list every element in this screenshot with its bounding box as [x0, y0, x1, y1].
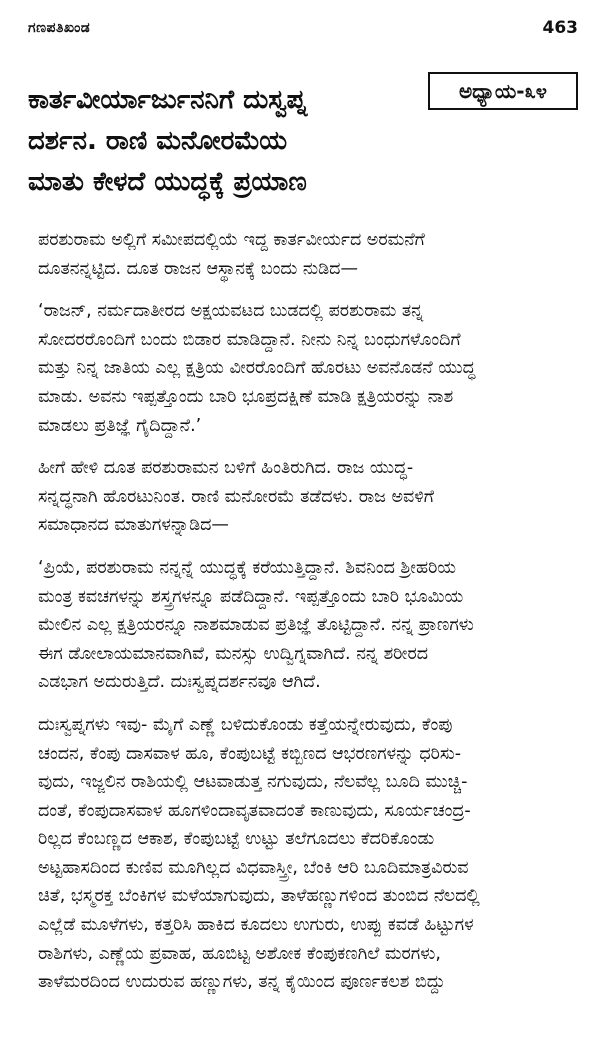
text-line: ಮೇಲಿನ ಎಲ್ಲ ಕ್ಷತ್ರಿಯರನ್ನೂ ನಾಶಮಾಡುವ ಪ್ರತಿಜ್ಞೆ ತೊಟ್ಟಿದ್ದಾನೆ. ನನ್ನ ಪ್ರಾಣಗಳು	[38, 615, 474, 636]
text-line: ಅಟ್ಟಹಾಸದಿಂದ ಕುಣಿವ ಮೂಗಿಲ್ಲದ ವಿಧವಾಸ್ತ್ರೀ, ಬೆಂಕಿ ಆರಿ ಬೂದಿಮಾತ್ರವಿರುವ	[38, 857, 469, 878]
text-line: ‘ರಾಜನ್, ನರ್ಮದಾತೀರದ ಅಕ್ಷಯವಟದ ಬುಡದಲ್ಲಿ ಪರಶುರಾಮ ತನ್ನ	[38, 301, 424, 322]
text-line: ತಾಳೆಮರದಿಂದ ಉದುರುವ ಹಣ್ಣುಗಳು, ತನ್ನ ಕೈಯಿಂದ ಪೂರ್ಣಕಲಶ ಬಿದ್ದು	[38, 972, 446, 993]
text-line: ಸೋದರರೊಂದಿಗೆ ಬಂದು ಬಿಡಾರ ಮಾಡಿದ್ದಾನೆ. ನೀನು ನಿನ್ನ ಬಂಧುಗಳೊಂದಿಗೆ	[38, 329, 461, 350]
text-line: ವುದು, ಇಜ್ಜಲಿನ ರಾಶಿಯಲ್ಲಿ ಆಟವಾಡುತ್ತ ನಗುವುದು, ನೆಲವೆಲ್ಲ ಬೂದಿ ಮುಚ್ಚಿ-	[38, 772, 468, 793]
paragraph	[28, 554, 582, 697]
paragraph	[28, 226, 582, 283]
chapter-title	[28, 80, 448, 203]
body-text	[28, 226, 582, 1011]
text-line: ಈಗ ಡೋಲಾಯಮಾನವಾಗಿವೆ, ಮನಸ್ಸು ಉದ್ವಿಗ್ನವಾಗಿದೆ. ನನ್ನ ಶರೀರದ	[38, 643, 429, 664]
text-line: ದುಃಸ್ವಪ್ನಗಳು ಇವು- ಮೈಗೆ ಎಣ್ಣೆ ಬಳಿದುಕೊಂಡು ಕತ್ತೆಯನ್ನೇರುವುದು, ಕೆಂಪು	[38, 714, 453, 735]
text-line: ಚಂದನ, ಕೆಂಪು ದಾಸವಾಳ ಹೂ, ಕೆಂಪುಬಟ್ಟೆ ಕಬ್ಬಿಣದ ಆಭರಣಗಳನ್ನು ಧರಿಸು-	[38, 743, 462, 764]
chapter-title-line: ಮಾತು ಕೇಳದೆ ಯುದ್ಧಕ್ಕೆ ಪ್ರಯಾಣ	[28, 167, 307, 197]
text-line: ಮತ್ತು ನಿನ್ನ ಜಾತಿಯ ಎಲ್ಲ ಕ್ಷತ್ರಿಯ ವೀರರೊಂದಿಗೆ ಹೊರಟು ಅವನೊಡನೆ ಯುದ್ಧ	[38, 358, 476, 379]
paragraph	[28, 711, 582, 997]
text-line: ಮಾಡು. ಅವನು ಇಪ್ಪತ್ತೊಂದು ಬಾರಿ ಭೂಪ್ರದಕ್ಷಿಣೆ ಮಾಡಿ ಕ್ಷತ್ರಿಯರನ್ನು ನಾಶ	[38, 386, 454, 407]
text-line: ಎಲ್ಲೆಡೆ ಮೂಳೆಗಳು, ಕತ್ತರಿಸಿ ಹಾಕಿದ ಕೂದಲು ಉಗುರು, ಉಪ್ಪು ಕವಡೆ ಹಿಟ್ಟುಗಳ	[38, 915, 474, 936]
text-line: ‘ಪ್ರಿಯೆ, ಪರಶುರಾಮ ನನ್ನನ್ನೆ ಯುದ್ಧಕ್ಕೆ ಕರೆಯುತ್ತಿದ್ದಾನೆ. ಶಿವನಿಂದ ಶ್ರೀಹರಿಯ	[38, 557, 457, 578]
text-line: ಚಿತೆ, ಭಸ್ಮರಕ್ತ ಬೆಂಕಿಗಳ ಮಳೆಯಾಗುವುದು, ತಾಳೆಹಣ್ಣುಗಳಿಂದ ತುಂಬಿದ ನೆಲದಲ್ಲಿ	[38, 886, 480, 907]
running-head: ಗಣಪತಿಖಂಡ	[28, 20, 91, 36]
text-line: ರಾಶಿಗಳು, ಎಣ್ಣೆಯ ಪ್ರವಾಹ, ಹೂಬಿಟ್ಟ ಅಶೋಕ ಕೆಂಪುಕಣಗಿಲೆ ಮರಗಳು,	[38, 943, 441, 964]
text-line: ಸಮಾಧಾನದ ಮಾತುಗಳನ್ನಾಡಿದ—	[38, 515, 229, 536]
text-line: ಎಡಭಾಗ ಅದುರುತ್ತಿದೆ. ದುಃಸ್ವಪ್ನದರ್ಶನವೂ ಆಗಿದೆ.	[38, 672, 321, 693]
text-line: ರಿಲ್ಲದ ಕೆಂಬಣ್ಣದ ಆಕಾಶ, ಕೆಂಪುಬಟ್ಟೆ ಉಟ್ಟು ತಲೆಗೂದಲು ಕೆದರಿಕೊಂಡು	[38, 829, 435, 850]
text-line: ದಂತೆ, ಕೆಂಪುದಾಸವಾಳ ಹೂಗಳಿಂದಾವೃತವಾದಂತೆ ಕಾಣುವುದು, ಸೂರ್ಯಚಂದ್ರ-	[38, 800, 471, 821]
chapter-title-line: ದರ್ಶನ. ರಾಣಿ ಮನೋರಮೆಯ	[28, 126, 288, 156]
text-line: ಮಾಡಲು ಪ್ರತಿಜ್ಞೆ ಗೈದಿದ್ದಾನೆ.’	[38, 415, 202, 436]
page-header	[28, 18, 578, 42]
text-line: ಸನ್ನದ್ಧನಾಗಿ ಹೊರಟುನಿಂತ. ರಾಣಿ ಮನೋರಮೆ ತಡೆದಳು. ರಾಜ ಅವಳಿಗೆ	[38, 486, 434, 507]
chapter-title-line: ಕಾರ್ತವೀರ್ಯಾರ್ಜುನನಿಗೆ ದುಸ್ವಪ್ನ	[28, 85, 307, 115]
paragraph	[28, 297, 582, 440]
chapter-number-label: ಅಧ್ಯಾಯ-೩೪	[458, 79, 548, 103]
text-line: ದೂತನನ್ನಟ್ಟಿದ. ದೂತ ರಾಜನ ಆಸ್ಥಾನಕ್ಕೆ ಬಂದು ನುಡಿದ—	[38, 258, 358, 279]
text-line: ಪರಶುರಾಮ ಅಲ್ಲಿಗೆ ಸಮೀಪದಲ್ಲಿಯೆ ಇದ್ದ ಕಾರ್ತವೀರ್ಯದ ಅರಮನೆಗೆ	[38, 230, 425, 250]
chapter-number-box	[428, 72, 578, 110]
text-line: ಮಂತ್ರ ಕವಚಗಳನ್ನು ಶಸ್ತ್ರಗಳನ್ನೂ ಪಡೆದಿದ್ದಾನೆ. ಇಪ್ಪತ್ತೊಂದು ಬಾರಿ ಭೂಮಿಯ	[38, 586, 464, 607]
page-number: 463	[542, 18, 578, 38]
paragraph	[28, 454, 582, 540]
text-line: ಹೀಗೆ ಹೇಳಿ ದೂತ ಪರಶುರಾಮನ ಬಳಿಗೆ ಹಿಂತಿರುಗಿದ. ರಾಜ ಯುದ್ಧ-	[38, 458, 414, 479]
